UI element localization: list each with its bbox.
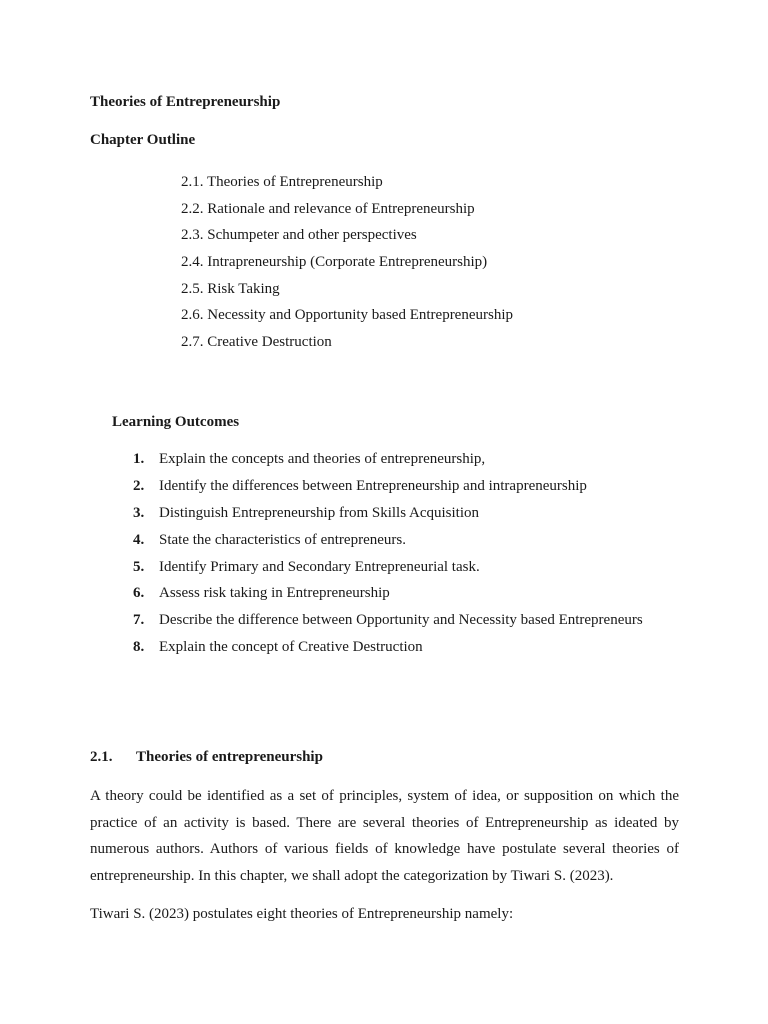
outcome-item <box>133 583 643 610</box>
section-number: 2.1. <box>90 749 113 765</box>
outcome-text: Explain the concepts and theories of entrepreneurship, <box>159 451 486 467</box>
outcome-text: Identify the differences between Entrepreneurship and intrapreneurship <box>159 477 587 494</box>
outcome-item <box>133 449 643 476</box>
document-title: Theories of Entrepreneurship <box>90 94 281 110</box>
outcome-item <box>133 637 643 664</box>
outcome-number: 1. <box>133 451 145 467</box>
learning-outcomes-heading: Learning Outcomes <box>112 414 240 430</box>
outline-item: 2.5. Risk Taking <box>181 280 280 297</box>
outcome-number: 8. <box>133 639 145 656</box>
outline-item: 2.2. Rationale and relevance of Entrepreneurship <box>181 200 475 217</box>
chapter-outline-list <box>181 172 513 359</box>
body-paragraph: Tiwari S. (2023) postulates eight theories of Entrepreneurship namely: <box>90 906 514 922</box>
outcome-number: 7. <box>133 612 145 629</box>
outcome-item <box>133 503 643 530</box>
outcome-text: Describe the difference between Opportunity and Necessity based Entrepreneurs <box>159 612 643 629</box>
outcome-number: 4. <box>133 531 145 548</box>
outcome-number: 2. <box>133 477 145 494</box>
outcome-number: 3. <box>133 504 145 521</box>
section-title: Theories of entrepreneurship <box>136 749 323 765</box>
outline-item: 2.4. Intrapreneurship (Corporate Entrepreneurship) <box>181 254 488 271</box>
learning-outcomes-list <box>133 449 643 664</box>
outcome-item <box>133 530 643 557</box>
section-heading <box>90 749 323 766</box>
outcome-text: Distinguish Entrepreneurship from Skills Acquisition <box>159 504 479 521</box>
outline-item: 2.6. Necessity and Opportunity based Entrepreneurship <box>181 307 513 324</box>
outcome-text: Identify Primary and Secondary Entrepreneurial task. <box>159 558 480 575</box>
outcome-text: Explain the concept of Creative Destruction <box>159 639 423 656</box>
chapter-outline-heading: Chapter Outline <box>90 132 196 148</box>
outline-item: 2.7. Creative Destruction <box>181 334 332 351</box>
outcome-item <box>133 557 643 584</box>
outline-item: 2.1. Theories of Entrepreneurship <box>181 174 383 190</box>
outcome-item <box>133 610 643 637</box>
outcome-text: Assess risk taking in Entrepreneurship <box>159 585 390 602</box>
body-paragraph: A theory could be identified as a set of principles, system of idea, or supposition on which the practice of an activity is based. There are several theories of Entrepreneurship as ideated by numerous authors. Authors of various fields of knowledge have postulate several theories of entrepreneurship. In this chapter, we shall adopt the categorization by Tiwari S. (2023). <box>90 788 679 884</box>
outcome-number: 5. <box>133 558 145 575</box>
outcome-number: 6. <box>133 585 145 602</box>
outline-item: 2.3. Schumpeter and other perspectives <box>181 227 417 244</box>
outcome-item <box>133 476 643 503</box>
outcome-text: State the characteristics of entrepreneurs. <box>159 531 406 548</box>
